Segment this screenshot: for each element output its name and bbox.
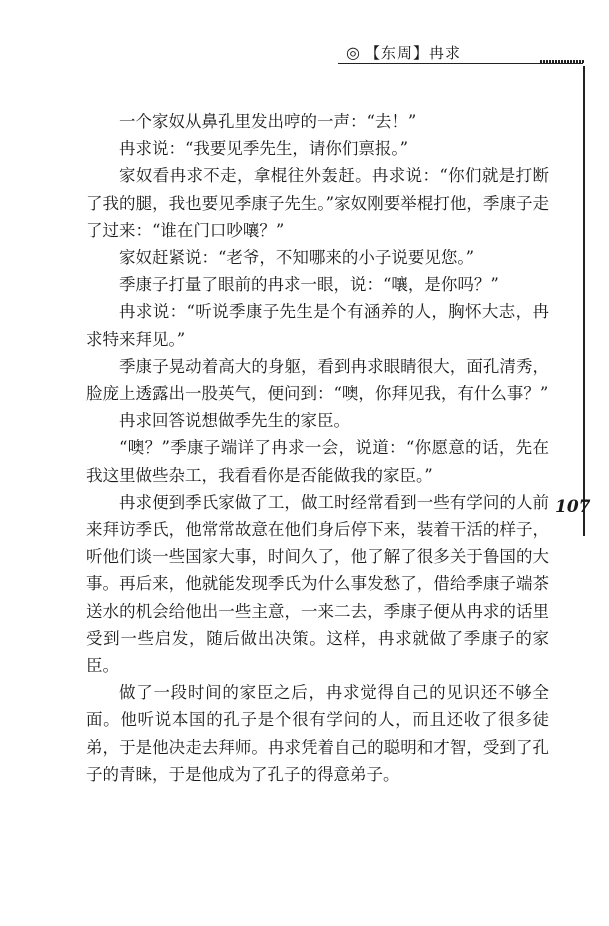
paragraph: 季康子打量了眼前的冉求一眼，说：“嚷，是你吗？” xyxy=(119,275,499,295)
running-header xyxy=(346,42,461,63)
paragraph: 家奴看冉求不走，拿棍往外轰赶。冉求说：“你们就是打断了我的腿，我也要见季康子先生。”家奴刚要举棍打他，季康子走了过来：“谁在门口吵嚷？” xyxy=(86,166,549,240)
bullseye-icon: ◎ xyxy=(346,43,361,62)
paragraph: 冉求说：“听说季康子先生是个有涵养的人，胸怀大志，冉求特来拜见。” xyxy=(86,302,549,349)
header-rule-ornament xyxy=(540,60,584,63)
paragraph: 家奴赶紧说：“老爷，不知哪来的小子说要见您。” xyxy=(119,248,475,268)
header-rule xyxy=(338,63,583,64)
paragraph: 一个家奴从鼻孔里发出哼的一声：“去！” xyxy=(119,112,417,131)
running-header-title: 【东周】冉求 xyxy=(364,44,461,62)
side-rule xyxy=(583,66,585,536)
paragraph: 做了一段时间的家臣之后，冉求觉得自己的见识还不够全面。他听说本国的孔子是个很有学问的人，而且还收了很多徒弟，于是他决走去拜师。冉求凭着自己的聪明和才智，受到了孔子的青睐，于是他成为了孔子的得意弟子。 xyxy=(86,683,549,784)
paragraph: “噢？”季康子端详了冉求一会，说道：“你愿意的话，先在我这里做些杂工，我看看你是否能做我的家臣。” xyxy=(86,438,549,485)
page-number: 107 xyxy=(555,497,591,517)
body-text xyxy=(86,108,549,788)
paragraph: 冉求说：“我要见季先生，请你们禀报。” xyxy=(119,139,409,159)
paragraph: 冉求便到季氏家做了工，做工时经常看到一些有学问的人前来拜访季氏，他常常故意在他们身后停下来，装着干活的样子，听他们谈一些国家大事，时间久了，他了解了很多关于鲁国的大事。再后来，他就能发现季氏为什么事发愁了，借给季康子端茶送水的机会给他出一些主意，一来二去，季康子便从冉求的话里受到一些启发，随后做出决策。这样，冉求就做了季康子的家臣。 xyxy=(86,492,549,676)
paragraph: 季康子晃动着高大的身躯，看到冉求眼睛很大，面孔清秀，脸庞上透露出一股英气，便问到：“噢，你拜见我，有什么事？” xyxy=(86,356,549,404)
paragraph: 冉求回答说想做季先生的家臣。 xyxy=(119,411,350,431)
